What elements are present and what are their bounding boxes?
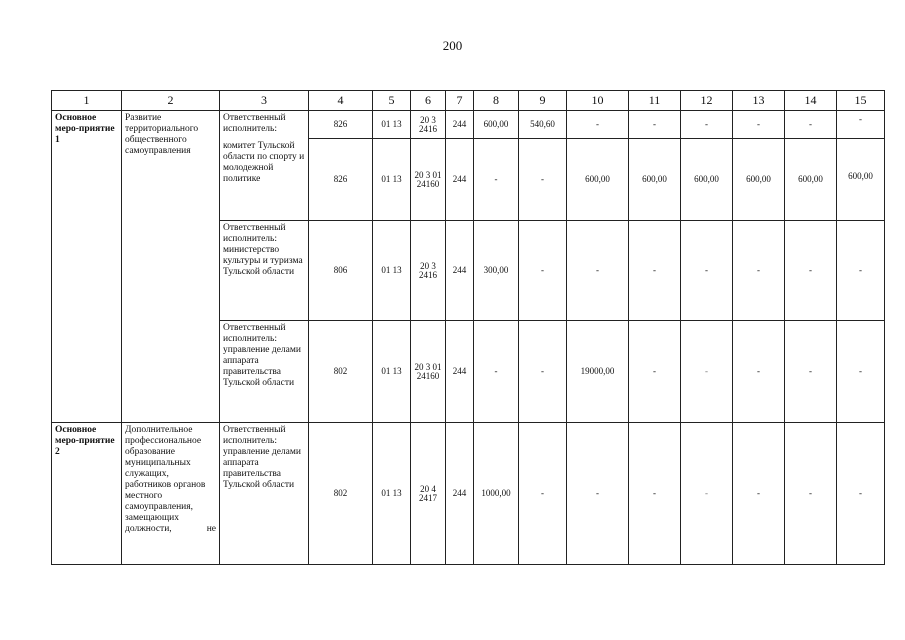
cell-c10: 19000,00 <box>567 321 629 423</box>
header-cell-12: 12 <box>681 91 733 111</box>
executor-cell: Ответственный исполнитель: министерство культуры и туризма Тульской области <box>220 221 309 321</box>
measure-2-description-main: Дополнительное профессиональное образование муниципальных служащих, работников органов местного самоуправления, замещающих <box>125 425 206 523</box>
cell-c9: - <box>519 221 567 321</box>
cell-c8: 600,00 <box>474 111 519 139</box>
cell-c11: - <box>629 321 681 423</box>
cell-c9: - <box>519 139 567 221</box>
cell-c11: - <box>629 221 681 321</box>
header-cell-9: 9 <box>519 91 567 111</box>
cell-c6: 20 3 2416 <box>411 111 446 139</box>
measure-2-description-last-b: не <box>206 524 216 534</box>
measure-2-description <box>122 423 220 565</box>
cell-c6: 20 3 01 24160 <box>411 139 446 221</box>
cell-c10: - <box>567 423 629 565</box>
cell-c5: 01 13 <box>373 139 411 221</box>
cell-c10: - <box>567 111 629 139</box>
cell-c12: 600,00 <box>681 139 733 221</box>
table-row <box>52 423 885 565</box>
header-cell-2: 2 <box>122 91 220 111</box>
cell-c8: 1000,00 <box>474 423 519 565</box>
executor-cell: комитет Тульской области по спорту и молодежной политике <box>220 139 309 221</box>
cell-c13: - <box>733 321 785 423</box>
header-cell-8: 8 <box>474 91 519 111</box>
budget-table <box>51 90 885 565</box>
cell-c9: - <box>519 321 567 423</box>
cell-c7: 244 <box>446 423 474 565</box>
measure-1-description: Развитие территориального общественного самоуправления <box>122 111 220 423</box>
cell-c7: 244 <box>446 221 474 321</box>
cell-c15: - <box>837 111 885 139</box>
cell-c11: - <box>629 423 681 565</box>
table-row <box>52 111 885 139</box>
cell-c15: - <box>837 221 885 321</box>
measure-1-label: Основное меро-приятие 1 <box>52 111 122 423</box>
header-cell-5: 5 <box>373 91 411 111</box>
header-row <box>52 91 885 111</box>
cell-c10: 600,00 <box>567 139 629 221</box>
cell-c13: - <box>733 221 785 321</box>
cell-c4: 806 <box>309 221 373 321</box>
cell-c14: - <box>785 221 837 321</box>
cell-c5: 01 13 <box>373 423 411 565</box>
header-cell-14: 14 <box>785 91 837 111</box>
cell-c13: - <box>733 111 785 139</box>
cell-c6: 20 3 01 24160 <box>411 321 446 423</box>
cell-c9: 540,60 <box>519 111 567 139</box>
cell-c11: 600,00 <box>629 139 681 221</box>
header-cell-15: 15 <box>837 91 885 111</box>
cell-c14: - <box>785 423 837 565</box>
header-cell-11: 11 <box>629 91 681 111</box>
measure-2-description-last-line <box>125 524 216 535</box>
executor-cell: Ответственный исполнитель: управление делами аппарата правительства Тульской области <box>220 423 309 565</box>
cell-c14: - <box>785 321 837 423</box>
page-number: 200 <box>442 38 463 53</box>
cell-c8: 300,00 <box>474 221 519 321</box>
measure-2-description-last-a: должности, <box>125 524 172 534</box>
cell-c7: 244 <box>446 321 474 423</box>
header-cell-13: 13 <box>733 91 785 111</box>
cell-c12: - <box>681 423 733 565</box>
header-cell-7: 7 <box>446 91 474 111</box>
cell-c14: - <box>785 111 837 139</box>
cell-c9: - <box>519 423 567 565</box>
cell-c4: 826 <box>309 111 373 139</box>
cell-c8: - <box>474 321 519 423</box>
measure-2-label: Основное меро-приятие 2 <box>52 423 122 565</box>
cell-c12: - <box>681 111 733 139</box>
header-cell-10: 10 <box>567 91 629 111</box>
cell-c8: - <box>474 139 519 221</box>
cell-c13: 600,00 <box>733 139 785 221</box>
cell-c5: 01 13 <box>373 111 411 139</box>
header-cell-4: 4 <box>309 91 373 111</box>
cell-c10: - <box>567 221 629 321</box>
cell-c12: - <box>681 221 733 321</box>
cell-c11: - <box>629 111 681 139</box>
header-cell-3: 3 <box>220 91 309 111</box>
cell-c6: 20 3 2416 <box>411 221 446 321</box>
header-cell-1: 1 <box>52 91 122 111</box>
cell-c4: 802 <box>309 321 373 423</box>
cell-c14: 600,00 <box>785 139 837 221</box>
cell-c15: - <box>837 423 885 565</box>
cell-c12: - <box>681 321 733 423</box>
cell-c5: 01 13 <box>373 221 411 321</box>
header-cell-6: 6 <box>411 91 446 111</box>
executor-cell: Ответственный исполнитель: <box>220 111 309 139</box>
cell-c5: 01 13 <box>373 321 411 423</box>
cell-c13: - <box>733 423 785 565</box>
cell-c7: 244 <box>446 139 474 221</box>
cell-c4: 802 <box>309 423 373 565</box>
cell-c6: 20 4 2417 <box>411 423 446 565</box>
cell-c15: - <box>837 321 885 423</box>
executor-cell: Ответственный исполнитель: управление делами аппарата правительства Тульской области <box>220 321 309 423</box>
cell-c7: 244 <box>446 111 474 139</box>
cell-c15: 600,00 <box>837 139 885 221</box>
cell-c4: 826 <box>309 139 373 221</box>
